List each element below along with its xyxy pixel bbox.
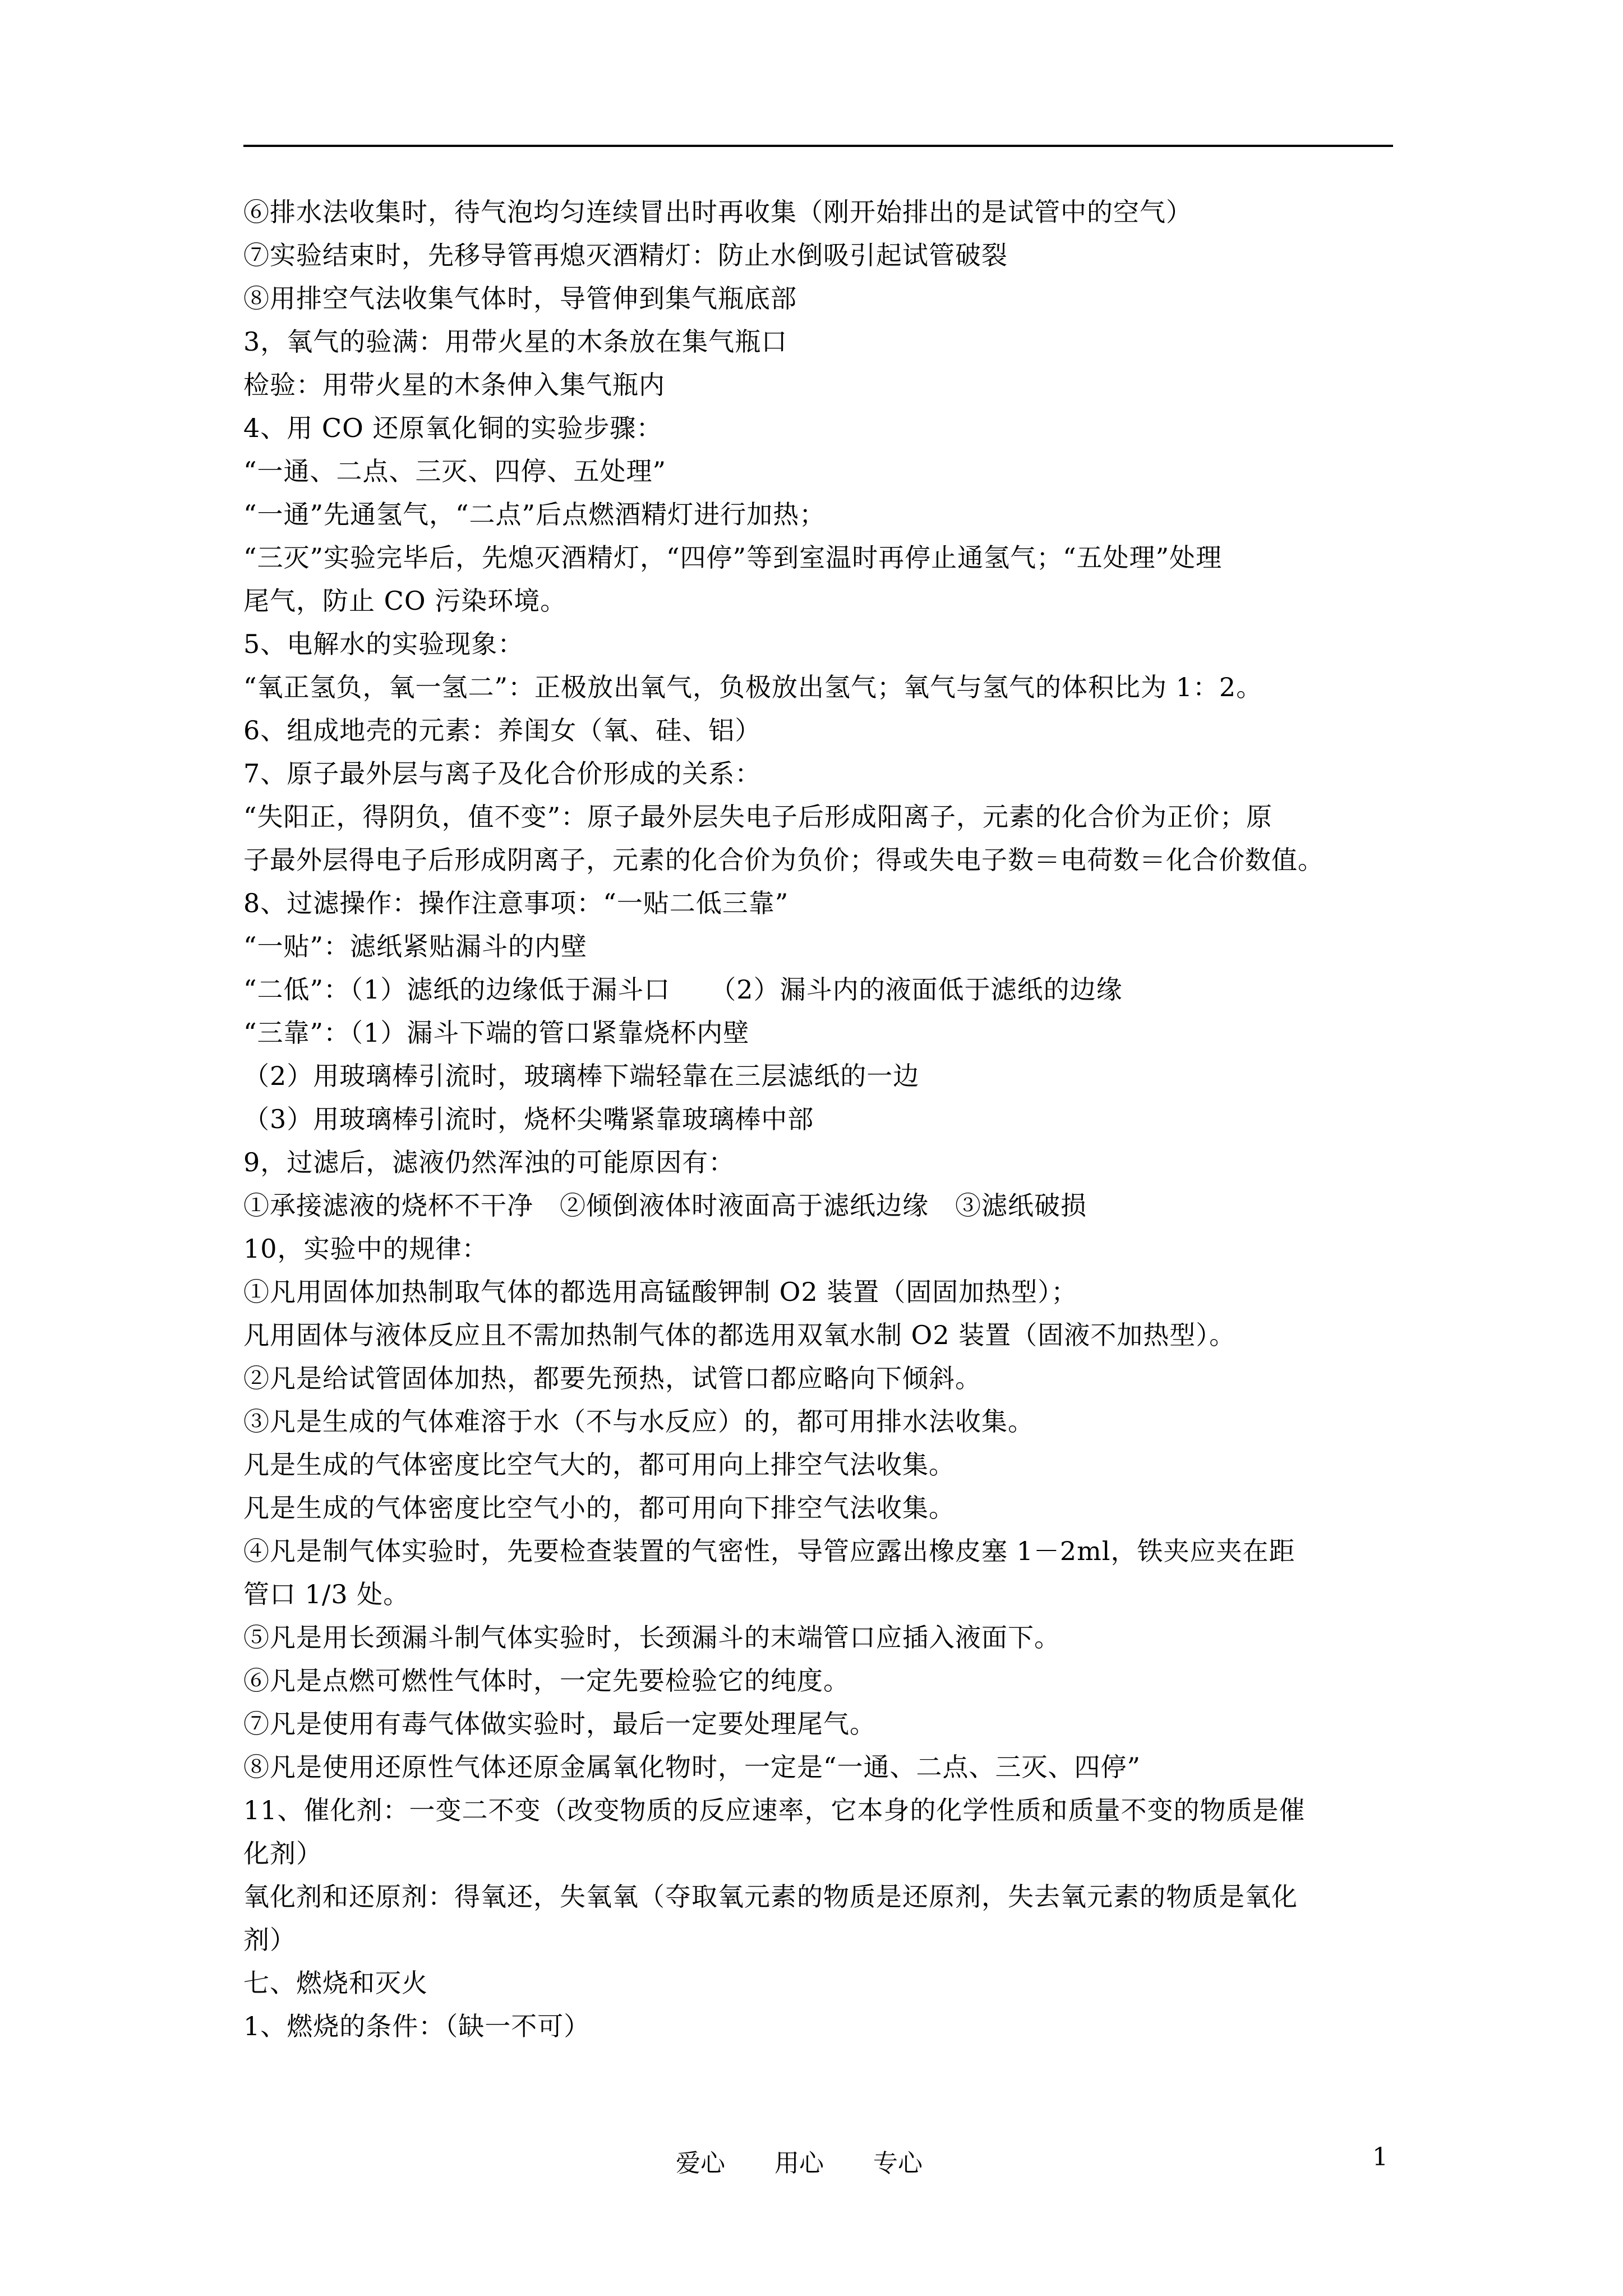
- document-body: [243, 191, 1399, 2048]
- text-line: 3，氧气的验满：用带火星的木条放在集气瓶口: [243, 326, 788, 357]
- text-line: ⑥凡是点燃可燃性气体时，一定先要检验它的纯度。: [243, 1665, 850, 1696]
- text-line: ⑦凡是使用有毒气体做实验时，最后一定要处理尾气。: [243, 1709, 876, 1739]
- text-line: 化剂）: [243, 1838, 322, 1869]
- page-footer: [0, 2143, 1623, 2182]
- text-line: 7、原子最外层与离子及化合价形成的关系：: [243, 758, 762, 789]
- text-line: 氧化剂和还原剂：得氧还，失氧氧（夺取氧元素的物质是还原剂，失去氧元素的物质是氧化: [243, 1881, 1298, 1912]
- text-line: ①凡用固体加热制取气体的都选用高锰酸钾制 O2 装置（固固加热型）；: [243, 1277, 1078, 1307]
- text-line: ⑥排水法收集时，待气泡均匀连续冒出时再收集（刚开始排出的是试管中的空气）: [243, 197, 1192, 227]
- text-line: （3）用玻璃棒引流时，烧杯尖嘴紧靠玻璃棒中部: [243, 1104, 814, 1134]
- text-line: ①承接滤液的烧杯不干净 ②倾倒液体时液面高于滤纸边缘 ③滤纸破损: [243, 1190, 1087, 1221]
- text-line: 尾气，防止 CO 污染环境。: [243, 586, 567, 616]
- text-line: 凡是生成的气体密度比空气小的，都可用向下排空气法收集。: [243, 1493, 955, 1523]
- text-line: ⑧凡是使用还原性气体还原金属氧化物时，一定是“一通、二点、三灭、四停”: [243, 1752, 1141, 1782]
- text-line: 9，过滤后，滤液仍然浑浊的可能原因有：: [243, 1147, 735, 1177]
- text-line: 凡是生成的气体密度比空气大的，都可用向上排空气法收集。: [243, 1450, 955, 1480]
- text-line: 凡用固体与液体反应且不需加热制气体的都选用双氧水制 O2 装置（固液不加热型）。: [243, 1320, 1236, 1350]
- text-line: ④凡是制气体实验时，先要检查装置的气密性，导管应露出橡皮塞 1－2ml，铁夹应夹在距: [243, 1536, 1295, 1566]
- header-rule: [243, 145, 1393, 147]
- text-line: ⑧用排空气法收集气体时，导管伸到集气瓶底部: [243, 283, 797, 314]
- text-line: 子最外层得电子后形成阴离子，元素的化合价为负价；得或失电子数＝电荷数＝化合价数值。: [243, 845, 1324, 875]
- page-number: 1: [1372, 2143, 1388, 2171]
- text-line: 6、组成地壳的元素：养闺女（氧、硅、铝）: [243, 715, 762, 746]
- text-line: 1、燃烧的条件：（缺一不可）: [243, 2011, 591, 2041]
- text-line: ⑤凡是用长颈漏斗制气体实验时，长颈漏斗的末端管口应插入液面下。: [243, 1622, 1061, 1653]
- text-line: ②凡是给试管固体加热，都要先预热，试管口都应略向下倾斜。: [243, 1363, 981, 1393]
- text-line: “氧正氢负，氧一氢二”：正极放出氧气，负极放出氢气；氧气与氢气的体积比为 1：2。: [243, 672, 1263, 702]
- text-line: “三靠”：（1）漏斗下端的管口紧靠烧杯内壁: [243, 1018, 750, 1048]
- text-line: “一通”先通氢气，“二点”后点燃酒精灯进行加热；: [243, 499, 826, 530]
- text-line: 剂）: [243, 1925, 296, 1955]
- text-line: “二低”：（1）滤纸的边缘低于漏斗口 （2）漏斗内的液面低于滤纸的边缘: [243, 974, 1123, 1005]
- text-line: ③凡是生成的气体难溶于水（不与水反应）的，都可用排水法收集。: [243, 1406, 1034, 1437]
- text-line: “三灭”实验完毕后，先熄灭酒精灯，“四停”等到室温时再停止通氢气；“五处理”处理: [243, 542, 1223, 573]
- text-line: 8、过滤操作：操作注意事项：“一贴二低三靠”: [243, 888, 789, 918]
- text-line: 管口 1/3 处。: [243, 1579, 410, 1609]
- text-line: （2）用玻璃棒引流时，玻璃棒下端轻靠在三层滤纸的一边: [243, 1061, 920, 1091]
- text-line: ⑦实验结束时，先移导管再熄灭酒精灯：防止水倒吸引起试管破裂: [243, 240, 1008, 270]
- footer-slogan: 爱心 用心 专心: [676, 2149, 923, 2178]
- text-line: 11、催化剂：一变二不变（改变物质的反应速率，它本身的化学性质和质量不变的物质是催: [243, 1795, 1306, 1825]
- text-line: “失阳正，得阴负，值不变”：原子最外层失电子后形成阳离子，元素的化合价为正价；原: [243, 802, 1273, 832]
- text-line: “一通、二点、三灭、四停、五处理”: [243, 456, 667, 486]
- text-line: 4、用 CO 还原氧化铜的实验步骤：: [243, 413, 663, 443]
- text-line: 10，实验中的规律：: [243, 1234, 488, 1264]
- text-line: 检验：用带火星的木条伸入集气瓶内: [243, 370, 665, 400]
- text-line: 5、电解水的实验现象：: [243, 629, 524, 659]
- text-line: 七、燃烧和灭火: [243, 1968, 428, 1998]
- text-line: “一贴”：滤纸紧贴漏斗的内壁: [243, 931, 588, 961]
